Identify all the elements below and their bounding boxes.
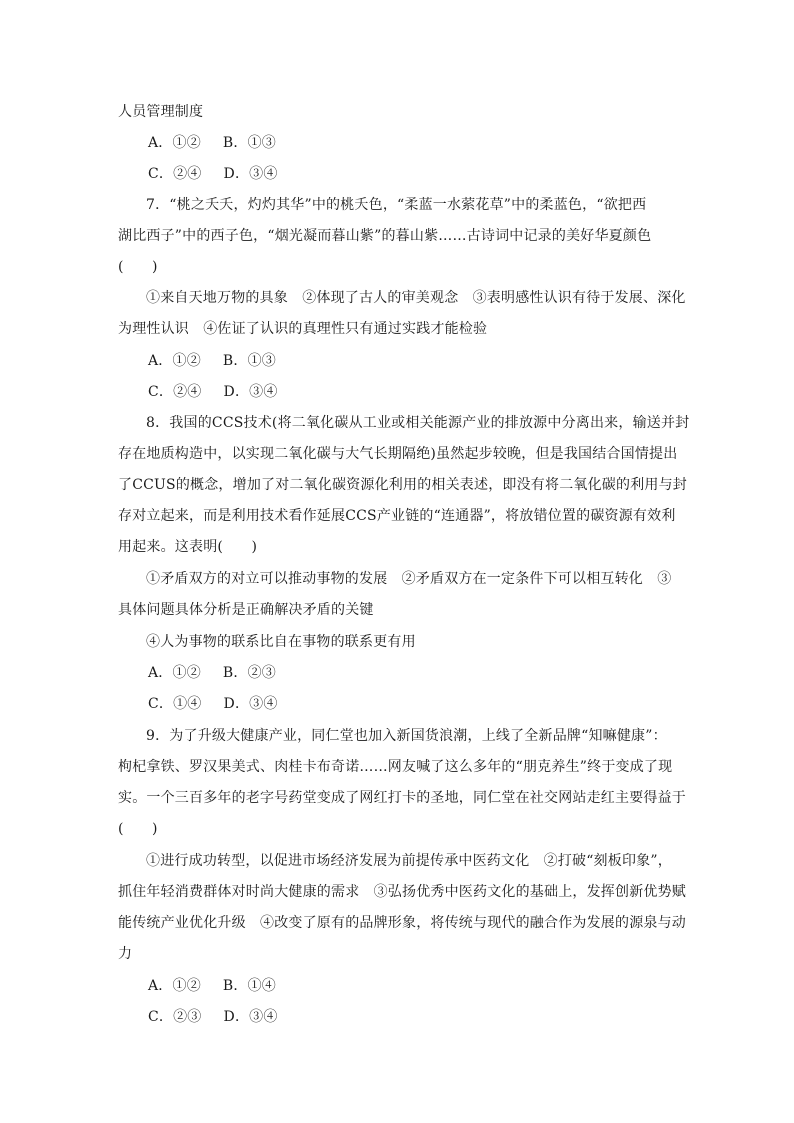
q8-stem-line: 存在地质构造中，以实现二氧化碳与大气长期隔绝)虽然起步较晚，但是我国结合国情提出 [118,446,678,462]
q7-options-cd [148,382,278,402]
q7-answer-blank: ( ) [118,259,158,275]
option-c: C．②④ [148,384,202,400]
q8-stem-line: 8．我国的CCS技术(将二氧化碳从工业或相关能源产业的排放源中分离出来，输送并封 [146,415,690,431]
q7-options-ab [148,351,276,371]
option-d: D．③④ [223,384,278,400]
q9-answer-blank: ( ) [118,821,158,837]
q7-stem-line: 7．“桃之夭夭，灼灼其华”中的桃夭色，“柔蓝一水萦花草”中的柔蓝色，“欲把西 [146,197,647,213]
q9-statement-line: ①进行成功转型，以促进市场经济发展为前提传承中医药文化 ②打破“刻板印象”， [146,853,672,869]
option-b: B．①③ [222,135,277,151]
intro-line: 人员管理制度 [118,104,204,120]
option-c: C．②④ [148,166,202,182]
q7-stem-line: 湖比西子”中的西子色，“烟光凝而暮山紫”的暮山紫……古诗词中记录的美好华夏颜色 [118,228,652,244]
q7-statement-line: 为理性认识 ④佐证了认识的真理性只有通过实践才能检验 [118,321,488,337]
option-a: A．①② [148,353,201,369]
q9-options-cd [148,1007,278,1027]
option-d: D．③④ [223,1009,278,1025]
q7-statement-line: ①来自天地万物的具象 ②体现了古人的审美观念 ③表明感性认识有待于发展、深化 [146,290,686,306]
option-d: D．③④ [223,166,278,182]
q9-stem-line: 枸杞拿铁、罗汉果美式、肉桂卡布奇诺……网友喊了这么多年的“朋克养生”终于变成了现 [118,759,673,775]
q9-options-ab [148,976,276,996]
q9-statement-line: 能传统产业优化升级 ④改变了原有的品牌形象，将传统与现代的融合作为发展的源泉与动 [118,915,686,931]
q8-options-cd [148,694,278,714]
option-b: B．①③ [222,353,277,369]
option-c: C．①④ [148,696,202,712]
q8-stem-line: 了CCUS的概念，增加了对二氧化碳资源化利用的相关表述，即没有将二氧化碳的利用与封 [118,477,688,493]
q8-stem-line: 存对立起来，而是利用技术看作延展CCS产业链的“连通器”，将放错位置的碳资源有效利 [118,508,676,524]
q9-stem-line: 实。一个三百多年的老字号药堂变成了网红打卡的圣地，同仁堂在社交网站走红主要得益于 [118,790,686,806]
option-c: C．②③ [148,1009,202,1025]
q8-statement-line: ①矛盾双方的对立可以推动事物的发展 ②矛盾双方在一定条件下可以相互转化 ③ [146,571,672,587]
q8-stem-line: 用起来。这表明( ) [118,539,258,555]
q8-options-ab [148,663,276,683]
option-d: D．③④ [223,696,278,712]
option-a: A．①② [148,135,201,151]
q8-statement-line: ④人为事物的联系比自在事物的联系更有用 [146,634,416,650]
q9-statement-line: 抓住年轻消费群体对时尚大健康的需求 ③弘扬优秀中医药文化的基础上，发挥创新优势赋 [118,884,686,900]
intro-options-cd [148,164,278,184]
q9-stem-line: 9．为了升级大健康产业，同仁堂也加入新国货浪潮，上线了全新品牌“知嘛健康”： [146,728,667,744]
option-a: A．①② [148,978,201,994]
q9-statement-line: 力 [118,946,133,962]
option-b: B．①④ [222,978,277,994]
option-b: B．②③ [222,665,277,681]
q8-statement-line: 具体问题具体分析是正确解决矛盾的关键 [118,602,374,618]
intro-options-ab [148,133,276,153]
option-a: A．①② [148,665,201,681]
